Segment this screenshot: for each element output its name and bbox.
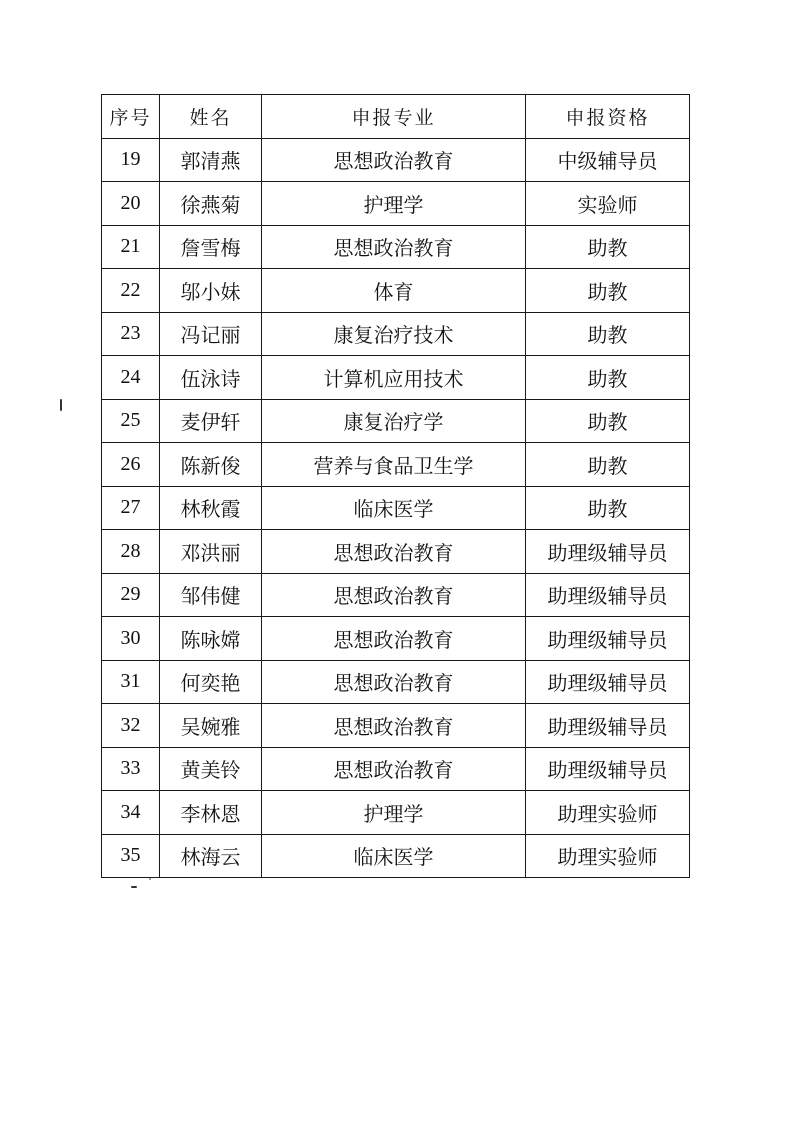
major-cell: 思想政治教育: [262, 225, 526, 269]
table-row: [102, 138, 690, 182]
seq-cell: 20: [102, 182, 160, 226]
qualification-cell: 助教: [526, 312, 690, 356]
qualification-cell: 助教: [526, 486, 690, 530]
seq-cell: 24: [102, 356, 160, 400]
seq-cell: 21: [102, 225, 160, 269]
scan-mark: [131, 886, 137, 888]
major-cell: 思想政治教育: [262, 660, 526, 704]
major-cell: 思想政治教育: [262, 747, 526, 791]
header-qualification: 申报资格: [526, 95, 690, 139]
scan-mark: [149, 878, 151, 880]
table-row: [102, 704, 690, 748]
header-major: 申报专业: [262, 95, 526, 139]
seq-cell: 28: [102, 530, 160, 574]
header-row: [102, 95, 690, 139]
qualification-cell: 助理级辅导员: [526, 704, 690, 748]
name-cell: 吴婉雅: [160, 704, 262, 748]
qualification-cell: 助理实验师: [526, 791, 690, 835]
seq-cell: 31: [102, 660, 160, 704]
name-cell: 詹雪梅: [160, 225, 262, 269]
major-cell: 康复治疗技术: [262, 312, 526, 356]
table-row: [102, 660, 690, 704]
major-cell: 思想政治教育: [262, 617, 526, 661]
qualification-cell: 助理级辅导员: [526, 530, 690, 574]
name-cell: 郭清燕: [160, 138, 262, 182]
name-cell: 邓洪丽: [160, 530, 262, 574]
qualification-cell: 助教: [526, 356, 690, 400]
table-row: [102, 791, 690, 835]
major-cell: 临床医学: [262, 486, 526, 530]
qualification-cell: 助教: [526, 399, 690, 443]
name-cell: 徐燕菊: [160, 182, 262, 226]
seq-cell: 29: [102, 573, 160, 617]
qualification-cell: 助理级辅导员: [526, 617, 690, 661]
qualification-cell: 助教: [526, 269, 690, 313]
table-row: [102, 399, 690, 443]
name-cell: 冯记丽: [160, 312, 262, 356]
major-cell: 思想政治教育: [262, 704, 526, 748]
table-row: [102, 747, 690, 791]
table-row: [102, 225, 690, 269]
seq-cell: 30: [102, 617, 160, 661]
seq-cell: 34: [102, 791, 160, 835]
qualification-cell: 助理实验师: [526, 834, 690, 878]
major-cell: 营养与食品卫生学: [262, 443, 526, 487]
major-cell: 护理学: [262, 791, 526, 835]
seq-cell: 26: [102, 443, 160, 487]
major-cell: 思想政治教育: [262, 530, 526, 574]
name-cell: 黄美铃: [160, 747, 262, 791]
name-cell: 邹伟健: [160, 573, 262, 617]
table-row: [102, 573, 690, 617]
roster-table: [101, 94, 690, 878]
table-row: [102, 834, 690, 878]
seq-cell: 22: [102, 269, 160, 313]
scan-mark: [60, 399, 62, 411]
qualification-cell: 中级辅导员: [526, 138, 690, 182]
table-row: [102, 530, 690, 574]
name-cell: 陈咏嫦: [160, 617, 262, 661]
major-cell: 思想政治教育: [262, 138, 526, 182]
seq-cell: 27: [102, 486, 160, 530]
qualification-cell: 助教: [526, 225, 690, 269]
qualification-cell: 助理级辅导员: [526, 660, 690, 704]
qualification-cell: 助理级辅导员: [526, 747, 690, 791]
name-cell: 林秋霞: [160, 486, 262, 530]
seq-cell: 19: [102, 138, 160, 182]
name-cell: 林海云: [160, 834, 262, 878]
name-cell: 何奕艳: [160, 660, 262, 704]
qualification-cell: 实验师: [526, 182, 690, 226]
name-cell: 麦伊轩: [160, 399, 262, 443]
seq-cell: 25: [102, 399, 160, 443]
seq-cell: 33: [102, 747, 160, 791]
table-row: [102, 269, 690, 313]
header-seq: 序号: [102, 95, 160, 139]
major-cell: 护理学: [262, 182, 526, 226]
table-row: [102, 486, 690, 530]
major-cell: 康复治疗学: [262, 399, 526, 443]
table-body: [102, 138, 690, 878]
name-cell: 邬小妹: [160, 269, 262, 313]
name-cell: 伍泳诗: [160, 356, 262, 400]
table-row: [102, 617, 690, 661]
table-row: [102, 443, 690, 487]
seq-cell: 35: [102, 834, 160, 878]
table-row: [102, 312, 690, 356]
header-name: 姓名: [160, 95, 262, 139]
major-cell: 临床医学: [262, 834, 526, 878]
name-cell: 陈新俊: [160, 443, 262, 487]
major-cell: 思想政治教育: [262, 573, 526, 617]
major-cell: 体育: [262, 269, 526, 313]
qualification-cell: 助教: [526, 443, 690, 487]
table-row: [102, 356, 690, 400]
seq-cell: 23: [102, 312, 160, 356]
seq-cell: 32: [102, 704, 160, 748]
major-cell: 计算机应用技术: [262, 356, 526, 400]
name-cell: 李林恩: [160, 791, 262, 835]
qualification-cell: 助理级辅导员: [526, 573, 690, 617]
table-row: [102, 182, 690, 226]
